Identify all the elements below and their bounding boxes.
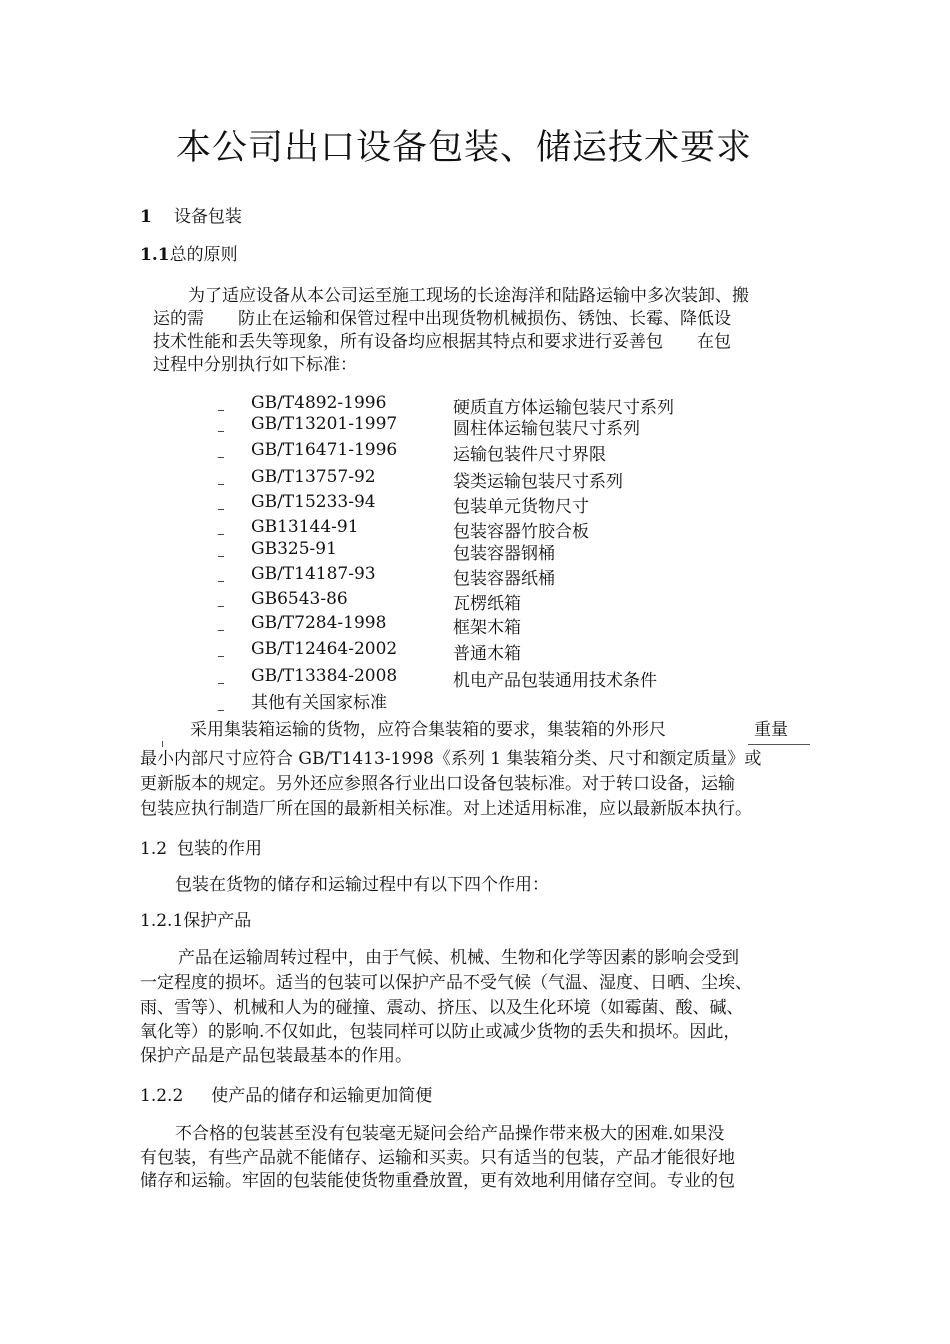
paragraph-line: 过程中分别执行如下标准： (153, 355, 357, 375)
standard-code: GB/T12464-2002 (251, 639, 398, 659)
standard-code: 其他有关国家标准 (251, 693, 387, 713)
section-title: 使产品的储存和运输更加简便 (211, 1086, 433, 1106)
standard-code: GB/T7284-1998 (251, 613, 387, 633)
paragraph-line: 更新版本的规定。另外还应参照各行业出口设备包装标准。对于转口设备，运输 (140, 774, 735, 794)
standard-code: GB/T13201-1997 (251, 414, 398, 434)
list-dash (218, 556, 224, 557)
list-dash (218, 534, 224, 535)
list-dash (218, 656, 224, 657)
section-1-heading (140, 205, 242, 229)
section-title: 保护产品 (183, 911, 252, 931)
standard-name: 普通木箱 (453, 644, 521, 664)
paragraph-line: 一定程度的损坏。适当的包装可以保护产品不受气候（气温、湿度、日晒、尘埃、 (140, 973, 752, 993)
paragraph-line: 不合格的包装甚至没有包装毫无疑问会给产品操作带来极大的困难.如果没 (175, 1124, 725, 1144)
list-dash (218, 606, 224, 607)
standard-name: 包装容器钢桶 (453, 544, 555, 564)
paragraph-line: 产品在运输周转过程中，由于气候、机械、生物和化学等因素的影响会受到 (178, 948, 739, 968)
section-1-2-1-heading (140, 909, 251, 933)
paragraph-line: 保护产品是产品包装最基本的作用。 (140, 1046, 412, 1066)
standard-name: 瓦楞纸箱 (453, 594, 521, 614)
standard-name: 运输包装件尺寸界限 (453, 445, 606, 465)
list-dash (218, 457, 224, 458)
standard-code: GB325-91 (251, 539, 337, 559)
paragraph-line: 包装应执行制造厂所在国的最新相关标准。对上述适用标准，应以最新版本执行。 (140, 799, 752, 819)
list-dash (218, 431, 224, 432)
paragraph-line: 最小内部尺寸应符合 GB/T1413-1998《系列 1 集装箱分类、尺寸和额定质量》或 (140, 749, 762, 769)
section-number: 1.1 (140, 245, 170, 265)
standard-name: 机电产品包装通用技术条件 (453, 671, 657, 691)
standard-name: 圆柱体运输包装尺寸系列 (453, 419, 640, 439)
paragraph-line: 为了适应设备从本公司运至施工现场的长途海洋和陆路运输中多次装卸、搬 (188, 286, 749, 306)
standard-name: 袋类运输包装尺寸系列 (453, 472, 623, 492)
standard-code: GB13144-91 (251, 517, 359, 537)
list-dash (218, 630, 224, 631)
section-number: 1.2 (140, 839, 168, 859)
standard-code: GB6543-86 (251, 589, 348, 609)
standard-code: GB/T4892-1996 (251, 393, 387, 413)
list-dash (218, 710, 224, 711)
list-dash (218, 683, 224, 684)
standard-code: GB/T14187-93 (251, 564, 376, 584)
paragraph-line: 技术性能和丢失等现象，所有设备均应根据其特点和要求进行妥善包 在包 (153, 332, 731, 352)
standard-code: GB/T15233-94 (251, 492, 376, 512)
list-dash (218, 581, 224, 582)
paragraph-line: 雨、雪等）、机械和人为的碰撞、震动、挤压、以及生化环境（如霉菌、酸、碱、 (140, 998, 744, 1018)
paragraph-line: 储存和运输。牢固的包装能使货物重叠放置，更有效地利用储存空间。专业的包 (140, 1171, 735, 1191)
standard-code: GB/T13384-2008 (251, 666, 398, 686)
list-dash (218, 410, 224, 411)
paragraph-line: 重量 (754, 720, 788, 740)
section-1-2-2-heading (140, 1084, 432, 1108)
standard-code: GB/T13757-92 (251, 467, 376, 487)
document-title: 本公司出口设备包装、储运技术要求 (176, 128, 753, 168)
standard-name: 包装单元货物尺寸 (453, 497, 589, 517)
paragraph-line: 运的需 防止在运输和保管过程中出现货物机械损伤、锈蚀、长霉、降低设 (153, 309, 731, 329)
section-number: 1.2.2 (140, 1086, 184, 1106)
standard-name: 包装容器竹胶合板 (453, 522, 589, 542)
paragraph-line: 有包装，有些产品就不能储存、运输和买卖。只有适当的包装，产品才能很好地 (140, 1148, 735, 1168)
paragraph-line: 采用集装箱运输的货物，应符合集装箱的要求，集装箱的外形尺 (190, 720, 666, 740)
section-title: 设备包装 (173, 207, 242, 227)
underline-rule (748, 744, 810, 745)
section-number: 1 (140, 207, 152, 227)
standard-name: 硬质直方体运输包装尺寸系列 (453, 398, 674, 418)
section-number: 1.2.1 (140, 911, 184, 931)
list-dash (218, 509, 224, 510)
section-1-2-heading (140, 837, 262, 861)
standard-code: GB/T16471-1996 (251, 440, 398, 460)
standard-name: 包装容器纸桶 (453, 569, 555, 589)
section-title: 包装的作用 (177, 839, 263, 859)
paragraph-line: 包装在货物的储存和运输过程中有以下四个作用： (175, 875, 549, 895)
list-dash (218, 484, 224, 485)
section-title: 总的原则 (169, 245, 238, 265)
section-1-1-heading (140, 243, 238, 267)
paragraph-line: 氧化等）的影响.不仅如此，包装同样可以防止或减少货物的丢失和损坏。因此， (140, 1022, 741, 1042)
standard-name: 框架木箱 (453, 618, 521, 638)
